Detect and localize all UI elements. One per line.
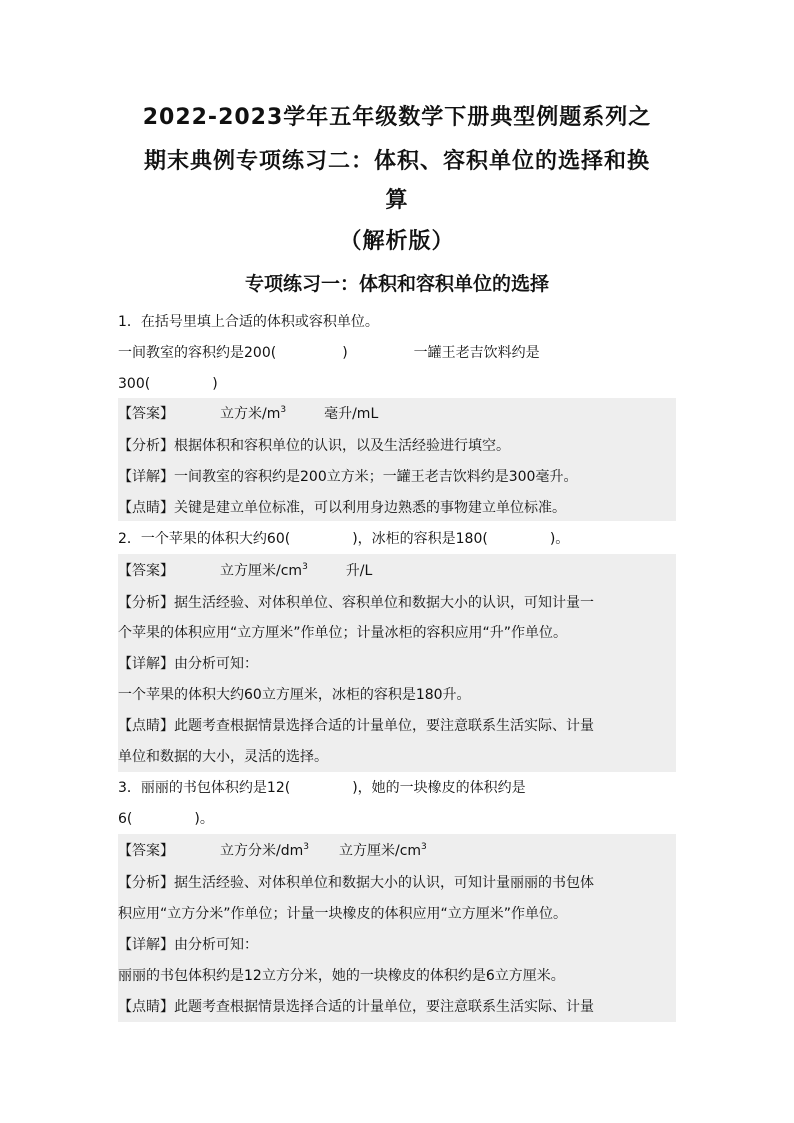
q3-answer [118,841,674,861]
comment-tag: 【点睛】 [118,500,174,516]
q1-answer-2: 毫升/mL [324,406,379,422]
q1-blank-1-close: ) [342,345,348,361]
q1-answer [118,404,674,424]
q2-answer-1-sup: 3 [302,562,308,572]
q3-solution-box [118,834,676,1022]
q1-blank-2-prefix: 300( [118,376,151,392]
q1-answer-1-sup: 3 [280,405,287,415]
q1-analysis: 【分析】根据体积和容积单位的认识，以及生活经验进行填空。 [118,438,510,454]
q2-comment-2: 单位和数据的大小，灵活的选择。 [118,749,328,765]
q3-detail-2: 丽丽的书包体积约是12立方分米，她的一块橡皮的体积约是6立方厘米。 [118,968,565,984]
q1-detail: 【详解】一间教室的容积约是200立方米；一罐王老吉饮料约是300毫升。 [118,469,578,485]
q1-blank-2-close: ) [212,376,218,392]
detail-tag: 【详解】 [118,656,174,672]
q2-answer-1: 立方厘米/cm [220,563,303,579]
analysis-tag: 【分析】 [118,438,174,454]
detail-tag: 【详解】 [118,469,174,485]
q3-analysis-1: 【分析】据生活经验、对体积单位和数据大小的认识，可知计量丽丽的书包体 [118,875,594,891]
detail-tag: 【详解】 [118,937,174,953]
q2-comment-1: 【点睛】此题考查根据情景选择合适的计量单位，要注意联系生活实际、计量 [118,718,594,734]
answer-tag: 【答案】 [118,843,174,859]
q3-answer-1: 立方分米/dm [220,843,304,859]
q3-analysis-2: 积应用“立方分米”作单位；计量一块橡皮的体积应用“立方厘米”作单位。 [118,906,568,922]
answer-tag: 【答案】 [118,406,174,422]
q1-answer-1: 立方米/m [220,406,281,422]
q3-detail-1: 【详解】由分析可知： [118,937,258,953]
q3-stem-2: 6( )。 [118,811,214,827]
q1-line-1 [118,343,674,363]
analysis-tag: 【分析】 [118,595,174,611]
q2-answer [118,561,674,581]
q2-answer-2: 升/L [345,563,373,579]
comment-tag: 【点睛】 [118,718,174,734]
q1-stem: 1．在括号里填上合适的体积或容积单位。 [118,314,379,330]
title-line-1: 2022-2023学年五年级数学下册典型例题系列之 [142,105,652,130]
answer-tag: 【答案】 [118,563,174,579]
q3-answer-2-sup: 3 [421,842,427,852]
section-title: 专项练习一：体积和容积单位的选择 [244,273,549,295]
q1-line-1-tail: 一罐王老吉饮料约是 [413,345,540,361]
q2-detail-2: 一个苹果的体积大约60立方厘米，冰柜的容积是180升。 [118,687,471,703]
q2-analysis-1: 【分析】据生活经验、对体积单位、容积单位和数据大小的认识，可知计量一 [118,595,594,611]
title-line-3: 算 [385,188,409,213]
q1-line-2 [118,374,674,394]
q2-analysis-2: 个苹果的体积应用“立方厘米”作单位；计量冰柜的容积应用“升”作单位。 [118,625,568,641]
q3-comment-1: 【点睛】此题考查根据情景选择合适的计量单位，要注意联系生活实际、计量 [118,999,594,1015]
analysis-tag: 【分析】 [118,875,174,891]
q1-comment: 【点睛】关键是建立单位标准，可以利用身边熟悉的事物建立单位标准。 [118,500,566,516]
title-line-4: （解析版） [339,229,455,254]
q2-detail-1: 【详解】由分析可知： [118,656,258,672]
q3-answer-2: 立方厘米/cm [338,843,422,859]
q3-answer-1-sup: 3 [303,842,309,852]
q3-stem-1: 3．丽丽的书包体积约是12( )，她的一块橡皮的体积约是 [118,780,526,796]
title-line-2: 期末典例专项练习二：体积、容积单位的选择和换 [143,149,650,174]
q1-blank-1-prefix: 一间教室的容积约是200( [118,345,277,361]
comment-tag: 【点睛】 [118,999,174,1015]
q2-stem: 2．一个苹果的体积大约60( )，冰柜的容积是180( )。 [118,531,570,547]
